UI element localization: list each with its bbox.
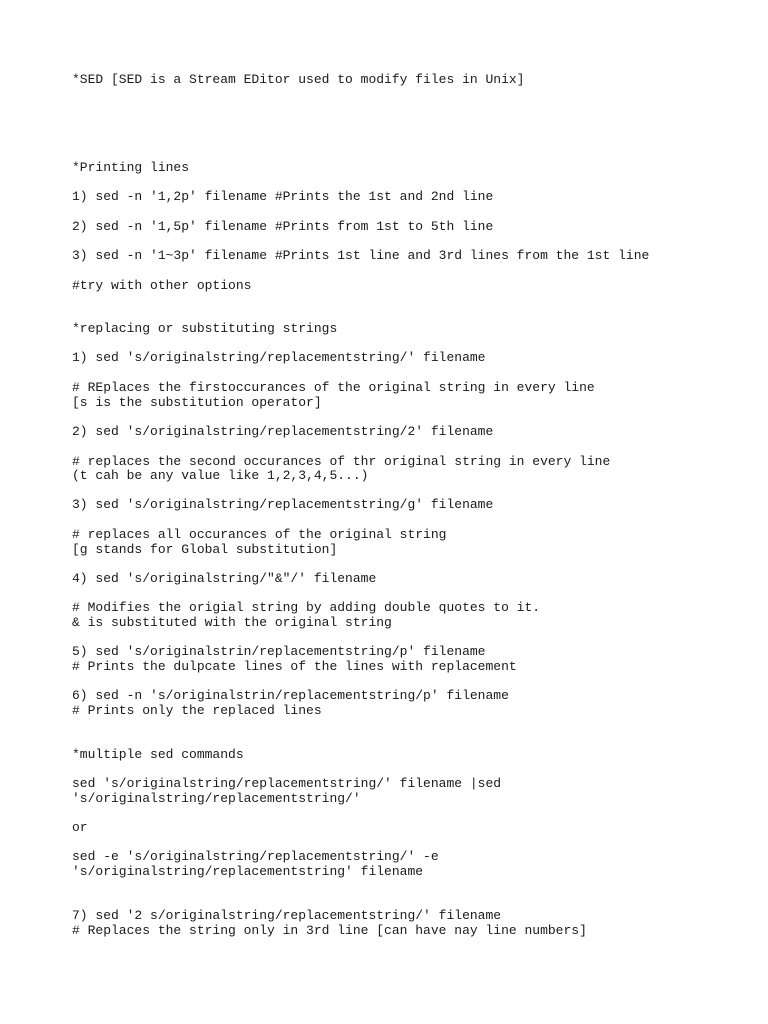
multiple-e-line-1: sed -e 's/originalstring/replacementstring/' -e bbox=[72, 849, 439, 864]
printing-item-1: 1) sed -n '1,2p' filename #Prints the 1st and 2nd line bbox=[72, 189, 494, 204]
printing-section-title: *Printing lines bbox=[72, 160, 190, 175]
multiple-or: or bbox=[72, 820, 88, 835]
multiple-e-line-2: 's/originalstring/replacementstring' filename bbox=[72, 864, 424, 879]
replacing-desc-1b: [s is the substitution operator] bbox=[72, 395, 322, 410]
replacing-desc-3b: [g stands for Global substitution] bbox=[72, 542, 338, 557]
multiple-pipe-line-1: sed 's/originalstring/replacementstring/' filename |sed bbox=[72, 776, 502, 791]
replacing-cmd-6: 6) sed -n 's/originalstrin/replacementstring/p' filename bbox=[72, 688, 509, 703]
replacing-desc-6: # Prints only the replaced lines bbox=[72, 703, 322, 718]
line-specific-cmd-7: 7) sed '2 s/originalstring/replacementstring/' filename bbox=[72, 908, 502, 923]
replacing-desc-5: # Prints the dulpcate lines of the lines with replacement bbox=[72, 659, 517, 674]
printing-item-3: 3) sed -n '1~3p' filename #Prints 1st line and 3rd lines from the 1st line bbox=[72, 248, 650, 263]
replacing-cmd-4: 4) sed 's/originalstring/"&"/' filename bbox=[72, 571, 377, 586]
replacing-desc-2b: (t cah be any value like 1,2,3,4,5...) bbox=[72, 468, 369, 483]
replacing-cmd-2: 2) sed 's/originalstring/replacementstring/2' filename bbox=[72, 424, 494, 439]
replacing-desc-3a: # replaces all occurances of the original string bbox=[72, 527, 447, 542]
line-specific-desc-7: # Replaces the string only in 3rd line [can have nay line numbers] bbox=[72, 923, 587, 938]
multiple-pipe-line-2: 's/originalstring/replacementstring/' bbox=[72, 791, 361, 806]
replacing-section-title: *replacing or substituting strings bbox=[72, 321, 338, 336]
document-heading: *SED [SED is a Stream EDitor used to modify files in Unix] bbox=[72, 72, 525, 87]
replacing-desc-1a: # REplaces the firstoccurances of the original string in every line bbox=[72, 380, 595, 395]
replacing-desc-4a: # Modifies the origial string by adding double quotes to it. bbox=[72, 600, 541, 615]
replacing-cmd-5: 5) sed 's/originalstrin/replacementstring/p' filename bbox=[72, 644, 486, 659]
multiple-section-title: *multiple sed commands bbox=[72, 747, 244, 762]
replacing-desc-2a: # replaces the second occurances of thr original string in every line bbox=[72, 454, 611, 469]
replacing-cmd-1: 1) sed 's/originalstring/replacementstring/' filename bbox=[72, 350, 486, 365]
replacing-cmd-3: 3) sed 's/originalstring/replacementstring/g' filename bbox=[72, 497, 494, 512]
printing-item-2: 2) sed -n '1,5p' filename #Prints from 1st to 5th line bbox=[72, 219, 494, 234]
replacing-desc-4b: & is substituted with the original string bbox=[72, 615, 392, 630]
printing-note: #try with other options bbox=[72, 278, 252, 293]
